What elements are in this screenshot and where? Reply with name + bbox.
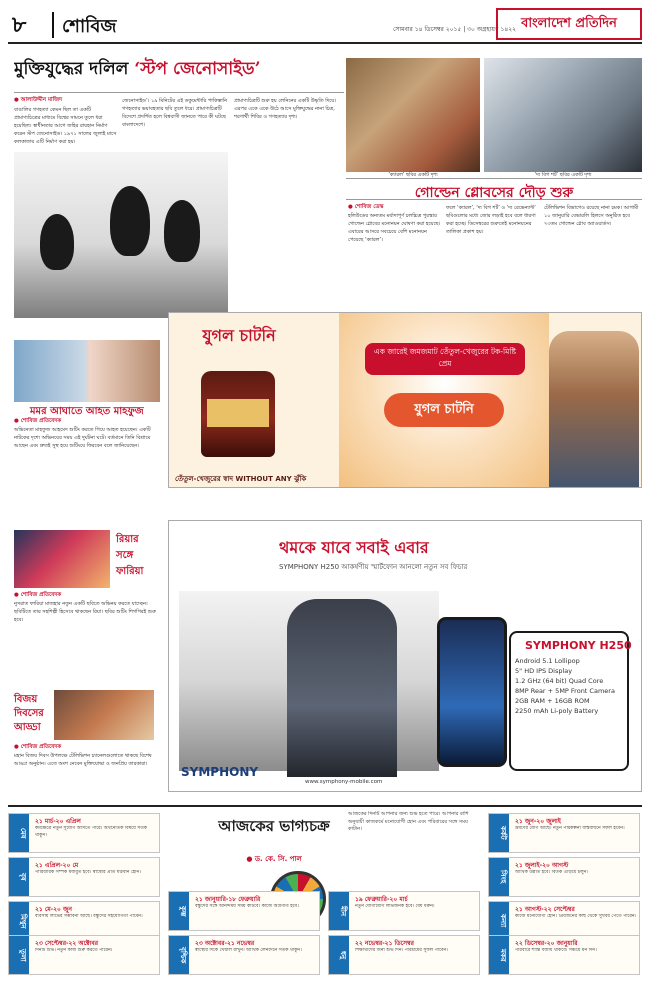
spec-line: Android 5.1 Lollipop	[515, 657, 580, 665]
riyar-headline-line-1: রিয়ার	[116, 534, 139, 545]
sign-dates: ২১ মে-২০ জুন	[35, 906, 72, 913]
lead-column-2: জেনোসাইড’। ১৯ মিনিটের এই ডকুমেন্টারি পাকিস্তানি গণহত্যার ভয়াবহতার ছবি তুলে ধরে। প্রামাণ্যচিত্রটি বিদেশে প্রদর্শিত হলে বিশ্ববাসী জানতে পারে কী ঘটছে বাংলাদেশে।	[122, 98, 228, 128]
dateline: সোমবার ১৪ ডিসেম্বর ২০১৫ | ৩০ অগ্রহায়ণ ১৪২২	[393, 26, 517, 33]
horoscope-sign-box	[8, 935, 160, 975]
lead-headline-text: মুক্তিযুদ্ধের দলিল	[14, 59, 135, 79]
sign-dates: ২১ আগস্ট-২২ সেপ্টেম্বর	[515, 906, 575, 913]
sign-dates: ২২ ডিসেম্বর-২০ জানুয়ারি	[515, 940, 578, 947]
sign-dates: ২১ জুন-২০ জুলাই	[515, 818, 561, 825]
carol-photo	[346, 58, 480, 172]
masthead	[8, 6, 642, 44]
horoscope-intro: আজকের দিনটি আপনার জন্য শুভ হতে পারে। আপনার রাশি অনুযায়ী কাজকর্মে মনোযোগী হোন এবং পরিবারের সঙ্গে সময় কাটান।	[348, 811, 469, 832]
jugol-chatni-ad[interactable]	[168, 312, 642, 488]
mahfuz-headline: মমর আঘাতে আহত মাহফুজ	[30, 406, 144, 417]
sign-text: দিনটি শুভ। নতুন কাজ শুরু করতে পারেন।	[35, 948, 113, 953]
bijoy-headline-line-1: বিজয়	[14, 694, 38, 705]
bird-shape	[110, 186, 150, 256]
ad-couple-image	[549, 331, 639, 488]
symphony-subheadline: SYMPHONY H250 আকর্ষণীয় স্মার্টফোন আনলো নতুন সব ফিচার	[279, 563, 468, 571]
divider	[14, 92, 344, 93]
horoscope-sign-box	[168, 891, 320, 931]
golden-globes-headline: গোল্ডেন গ্লোবসের দৌড় শুরু	[346, 178, 642, 200]
sign-name: মেষ	[9, 814, 29, 852]
sign-name: সিংহ	[489, 858, 509, 896]
section-name: শোবিজ	[62, 16, 117, 37]
sign-dates: ২১ মার্চ-২০ এপ্রিল	[35, 818, 81, 825]
sign-text: নতুন যোগাযোগ লাভজনক হবে। ধৈর্য ধরুন।	[355, 904, 435, 909]
sign-name: কন্যা	[489, 902, 509, 940]
sign-name: কুম্ভ	[169, 892, 189, 930]
sign-name: মিথুন	[9, 902, 29, 940]
sign-text: কর্মক্ষেত্রে নতুন সুযোগ আসতে পারে। অর্থনৈতিক বিষয়ে সতর্ক থাকুন।	[35, 826, 147, 838]
mahfuz-photo	[14, 340, 160, 402]
riyar-body: নুসরাত ফারিয়া মাজহার নতুন একটি ছবিতে অভিনয় করতে যাচ্ছেন। ছবিটিতে তার সহশিল্পী হিসেবে থাকছেন রিয়া। ছবির শুটিং শিগগিরই শুরু হবে।	[14, 601, 156, 623]
mahfuz-byline: ● শোবিজ প্রতিবেদক	[14, 418, 62, 424]
ad-footer: তেঁতুল-খেজুরের স্বাদ WITHOUT ANY ঝুঁকি	[175, 475, 307, 483]
lead-headline-accent: ‘স্টপ জেনোসাইড’	[134, 59, 261, 79]
horoscope-sign-box	[488, 857, 640, 897]
section-divider	[52, 12, 54, 38]
spec-line: 5" HD IPS Display	[515, 667, 573, 675]
horoscope-sign-box	[328, 935, 480, 975]
bijoy-byline: ● শোবিজ প্রতিবেদক	[14, 744, 62, 750]
symphony-ad[interactable]	[168, 520, 642, 792]
symphony-logo: SYMPHONY	[181, 765, 259, 779]
sign-dates: ২১ জুলাই-২০ আগস্ট	[515, 862, 569, 869]
sign-dates: ২৩ অক্টোবর-২১ নভেম্বর	[195, 940, 255, 947]
horoscope-sign-box	[488, 935, 640, 975]
riyar-headline-line-2: সঙ্গে	[116, 550, 134, 561]
horoscope-sign-box	[168, 935, 320, 975]
lead-headline	[14, 56, 344, 92]
carol-caption: ‘ক্যারল’ ছবির একটি দৃশ্য	[388, 172, 438, 178]
sign-name: বৃশ্চিক	[169, 936, 189, 974]
sign-dates: ১৯ ফেব্রুয়ারি-২০ মার্চ	[355, 896, 408, 903]
golden-globes-column-1: হলিউডের অন্যতম মর্যাদাপূর্ণ চলচ্চিত্র পুরস্কার গোল্ডেন গ্লোবের মনোনয়ন ঘোষণা করা হয়েছে। এবারের আসরে সবচেয়ে বেশি মনোনয়ন পেয়েছে ‘ক্যারল’।	[348, 213, 441, 243]
horoscope-section	[8, 805, 642, 977]
spec-line: 8MP Rear + 5MP Front Camera	[515, 687, 615, 695]
bijoy-headline-line-3: আড্ডা	[14, 722, 41, 733]
horoscope-author: ● ড. কে. সি. পাল	[246, 855, 302, 863]
sign-text: পারিবারিক সম্পর্ক মজবুত হবে। স্বাস্থ্যের প্রতি যত্নবান হোন।	[35, 870, 141, 875]
sign-dates: ২৩ সেপ্টেম্বর-২২ অক্টোবর	[35, 940, 98, 947]
sign-text: পরিবারে শান্তি বজায় থাকবে। সঞ্চয়ে মন দিন।	[515, 948, 597, 953]
sign-name: বৃষ	[9, 858, 29, 896]
bijoy-headline-line-2: দিবসের	[14, 708, 44, 719]
lead-byline: ● আলাউদ্দীন মাজিদ	[14, 97, 62, 103]
sign-name: তুলা	[9, 936, 29, 974]
golden-globes-column-2: ফলে ‘ক্যারল’, ‘দ্য বিগ শর্ট’ ও ‘দ্য রেভেন্যান্ট’ ছবিগুলোর মধ্যে জোর লড়াই হবে বলে ধারণা করা হচ্ছে। ডিসেম্বরের শুরুতেই মনোনয়নের তালিকা প্রকাশ হয়।	[446, 205, 536, 235]
spec-line: 1.2 GHz (64 bit) Quad Core	[515, 677, 604, 685]
lead-column-3: প্রামাণ্যচিত্রটি শুরু হয় লেনিনের একটি উদ্ধৃতি দিয়ে। এরপর একে একে উঠে আসে মুক্তিযুদ্ধের নানা চিত্র, শরণার্থী শিবির ও গণহত্যার দৃশ্য।	[234, 98, 336, 120]
riyar-photo	[14, 530, 110, 588]
riyar-headline-line-3: ফারিয়া	[116, 566, 144, 577]
sign-dates: ২১ জানুয়ারি-১৮ ফেব্রুয়ারি	[195, 896, 261, 903]
spec-title: SYMPHONY H250	[525, 639, 632, 652]
page-number: ৮	[12, 12, 27, 38]
sign-name: ধনু	[329, 936, 349, 974]
bird-shape	[164, 200, 200, 262]
sign-text: আর্থিক উন্নতি হবে। বিতর্ক এড়িয়ে চলুন।	[515, 870, 589, 875]
bijoy-photo	[54, 690, 154, 740]
vultures-photo	[14, 152, 228, 318]
bijoy-body: মহান বিজয় দিবস উপলক্ষে টেলিভিশন চ্যানেলগুলোতে থাকছে বিশেষ আড্ডা অনুষ্ঠান। এতে অংশ নেবেন মুক্তিযোদ্ধা ও জনপ্রিয় তারকারা।	[14, 753, 152, 767]
ad-slogan: যুগল চাটনি	[384, 393, 504, 427]
horoscope-title: আজকের ভাগ্যচক্র	[218, 817, 330, 835]
spec-line: 2250 mAh Li-poly Battery	[515, 707, 599, 715]
newspaper-logo: বাংলাদেশ প্রতিদিন	[496, 8, 642, 40]
horoscope-sign-box	[8, 857, 160, 897]
sign-name: কর্কট	[489, 814, 509, 852]
horoscope-sign-box	[328, 891, 480, 931]
ad-tagline: এক জারেই জমজমাট তেঁতুল-খেজুরের টক-মিষ্টি প্রেম	[365, 343, 525, 375]
ad-brand-name: যুগল চাটনি	[202, 326, 276, 345]
sign-text: স্বাস্থ্যের দিকে খেয়াল রাখুন। আর্থিক লেনদেনে সতর্ক থাকুন।	[195, 948, 302, 953]
symphony-headline: থমকে যাবে সবাই এবার	[279, 538, 429, 557]
sign-name: মকর	[489, 936, 509, 974]
chatni-jar-image	[201, 371, 275, 457]
bird-shape	[40, 214, 74, 270]
sign-text: কাজে মনোযোগী হোন। প্রিয়জনের কাছ থেকে সুখবর পেতে পারেন।	[515, 914, 637, 919]
sign-text: শিক্ষার্থীদের জন্য শুভ দিন। পরিশ্রমের সুফল পাবেন।	[355, 948, 448, 953]
lead-column-1: বাঙালির গণহত্যা কেমন ছিল তা একটি প্রামাণ্যচিত্রের মাধ্যমে বিশ্বের সামনে তুলে ধরা হয়েছিল। স্বাধীনতার আগে জহির রায়হান নির্মাণ করেন স্টপ জেনোসাইড। ১৯৭১ সালের জুলাই মাসে কলকাতায় এটি নির্মাণ করা হয়।	[14, 107, 117, 145]
golden-globes-byline: ● শোবিজ ডেস্ক	[348, 204, 384, 210]
spec-line: 2GB RAM + 16GB ROM	[515, 697, 590, 705]
sign-name: মীন	[329, 892, 349, 930]
symphony-website[interactable]: www.symphony-mobile.com	[305, 779, 383, 785]
horoscope-sign-box	[488, 813, 640, 853]
big-short-caption: ‘দ্য বিগ শর্ট’ ছবির একটি দৃশ্য	[534, 172, 592, 178]
sign-dates: ২১ এপ্রিল-২০ মে	[35, 862, 79, 869]
mahfuz-body: অভিনেতা মাহফুজ আহমেদ শুটিং করতে গিয়ে আহত হয়েছেন। একটি নাটকের দৃশ্যে অভিনয়ের সময় এই দুর্ঘটনা ঘটে। বর্তমানে তিনি বিশ্রামে আছেন এবং দ্রুতই সুস্থ হয়ে শুটিংয়ে ফিরবেন বলে জানিয়েছেন।	[14, 427, 151, 449]
horoscope-sign-box	[8, 813, 160, 853]
sign-dates: ২২ নভেম্বর-২১ ডিসেম্বর	[355, 940, 414, 947]
riyar-byline: ● শোবিজ প্রতিবেদক	[14, 592, 62, 598]
sign-text: ব্যবসায় লাভের সম্ভাবনা আছে। বন্ধুদের সহযোগিতা পাবেন।	[35, 914, 143, 919]
sign-text: ভ্রমণের যোগ আছে। নতুন পরিকল্পনা বাস্তবায়নে সফল হবেন।	[515, 826, 625, 831]
model-image	[287, 599, 397, 777]
sign-text: বন্ধুদের সঙ্গে আনন্দময় সময় কাটবে। কাজে অগ্রগতি হবে।	[195, 904, 299, 909]
big-short-photo	[484, 58, 642, 172]
golden-globes-column-3: টেলিভিশন বিভাগেও রয়েছে নানা চমক। আগামী ১০ জানুয়ারি বেভারলি হিলসে অনুষ্ঠিত হবে ৭৩তম গোল্ডেন গ্লোব অ্যাওয়ার্ডস।	[544, 205, 639, 227]
phone-image	[437, 617, 507, 767]
